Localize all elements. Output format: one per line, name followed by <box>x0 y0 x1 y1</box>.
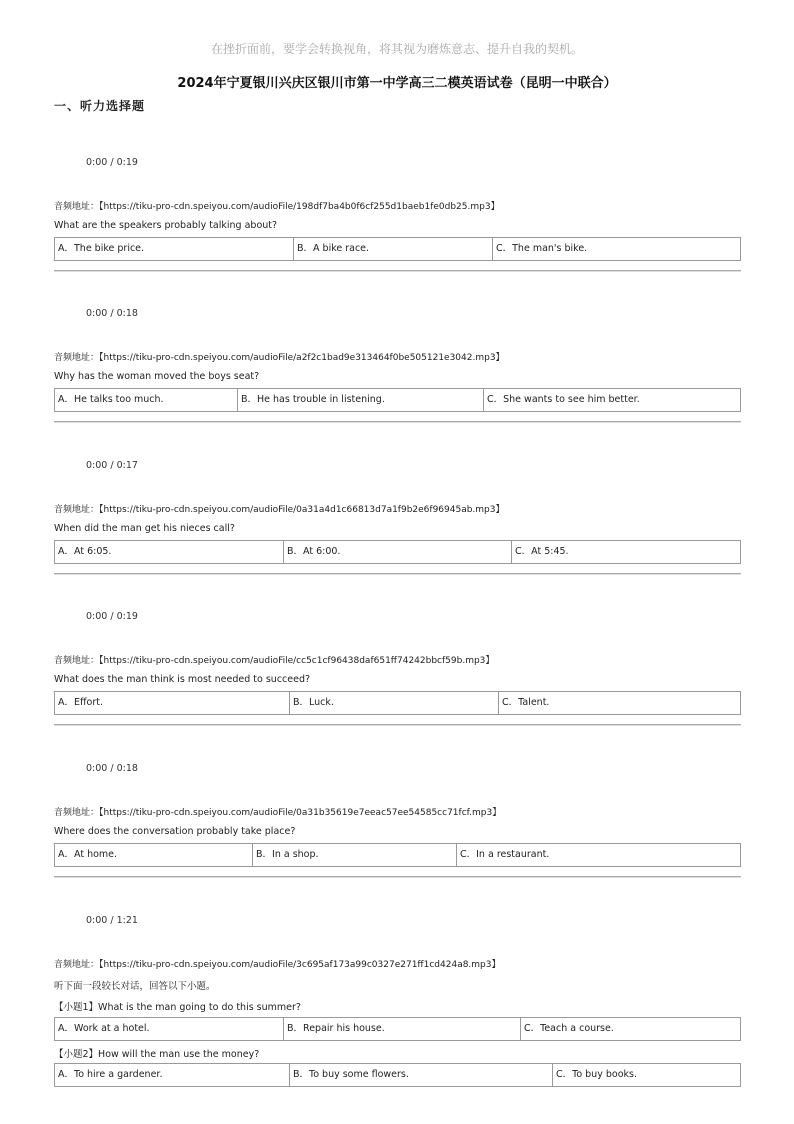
audio-address <box>54 502 505 515</box>
audio-address-label: 音频地址： <box>54 202 100 212</box>
audio-url-link[interactable]: 【https://tiku-pro-cdn.speiyou.com/audioFile/0a31a4d1c66813d7a1f9b2e6f96945ab.mp3】 <box>99 505 505 515</box>
options-row <box>54 691 741 715</box>
option-c[interactable]: C．To buy books. <box>556 1069 637 1080</box>
options-row <box>54 843 741 867</box>
audio-player-time[interactable]: 0:00 / 0:17 <box>86 460 138 471</box>
divider <box>54 876 741 877</box>
option-a[interactable]: A．Effort. <box>55 692 290 714</box>
option-a[interactable]: A．The bike price. <box>55 238 294 260</box>
option-a[interactable]: A．He talks too much. <box>55 389 238 411</box>
question-stem: Where does the conversation probably take place? <box>54 826 296 837</box>
audio-url-link[interactable]: 【https://tiku-pro-cdn.speiyou.com/audioFile/3c695af173a99c0327e271ff1cd424a8.mp3】 <box>99 960 501 970</box>
question-stem: When did the man get his nieces call? <box>54 523 235 534</box>
audio-address <box>54 957 501 970</box>
audio-url-link[interactable]: 【https://tiku-pro-cdn.speiyou.com/audioFile/0a31b35619e7eeac57ee54585cc71fcf.mp3】 <box>99 808 502 818</box>
audio-player-time[interactable]: 0:00 / 1:21 <box>86 915 138 926</box>
options-row <box>54 237 741 261</box>
dialogue-intro: 听下面一段较长对话，回答以下小题。 <box>54 981 216 992</box>
option-b[interactable]: B．To buy some flowers. <box>290 1064 553 1086</box>
audio-url-link[interactable]: 【https://tiku-pro-cdn.speiyou.com/audioFile/a2f2c1bad9e313464f0be505121e3042.mp3】 <box>99 353 505 363</box>
option-a[interactable]: A．Work at a hotel. <box>55 1018 284 1040</box>
options-row <box>54 388 741 412</box>
option-b[interactable]: B．In a shop. <box>253 844 457 866</box>
audio-address <box>54 805 501 818</box>
option-b[interactable]: B．Luck. <box>290 692 499 714</box>
options-row <box>54 1017 741 1041</box>
option-b[interactable]: B．Repair his house. <box>284 1018 521 1040</box>
subquestion-stem-1: 【小题1】What is the man going to do this summer? <box>54 1002 301 1013</box>
option-a[interactable]: A．At home. <box>55 844 253 866</box>
question-stem: What does the man think is most needed to succeed? <box>54 674 311 685</box>
audio-player-time[interactable]: 0:00 / 0:18 <box>86 763 138 774</box>
audio-address-label: 音频地址： <box>54 505 100 515</box>
question-stem: What are the speakers probably talking about? <box>54 220 278 231</box>
options-row <box>54 540 741 564</box>
subquestion-stem-2: 【小题2】How will the man use the money? <box>54 1049 260 1060</box>
option-a[interactable]: A．To hire a gardener. <box>55 1064 290 1086</box>
audio-address-label: 音频地址： <box>54 353 100 363</box>
audio-player-time[interactable]: 0:00 / 0:18 <box>86 308 138 319</box>
options-row <box>54 1063 741 1087</box>
audio-address-label: 音频地址： <box>54 656 100 666</box>
audio-url-link[interactable]: 【https://tiku-pro-cdn.speiyou.com/audioFile/198df7ba4b0f6cf255d1baeb1fe0db25.mp3】 <box>99 202 500 212</box>
option-c[interactable]: C．At 5:45. <box>515 546 569 557</box>
audio-player-time[interactable]: 0:00 / 0:19 <box>86 157 138 168</box>
option-c[interactable]: C．She wants to see him better. <box>487 394 640 405</box>
audio-url-link[interactable]: 【https://tiku-pro-cdn.speiyou.com/audioFile/cc5c1cf96438daf651ff74242bbcf59b.mp3】 <box>99 656 495 666</box>
page-title: 2024年宁夏银川兴庆区银川市第一中学高三二模英语试卷（昆明一中联合） <box>177 76 617 91</box>
option-b[interactable]: B．He has trouble in listening. <box>238 389 484 411</box>
option-a[interactable]: A．At 6:05. <box>55 541 284 563</box>
section-heading: 一、听力选择题 <box>54 99 146 113</box>
option-c[interactable]: C．The man's bike. <box>496 243 588 254</box>
motto-banner: 在挫折面前，要学会转换视角，将其视为磨炼意志、提升自我的契机。 <box>210 42 583 56</box>
divider <box>54 573 741 574</box>
option-b[interactable]: B．At 6:00. <box>284 541 512 563</box>
divider <box>54 421 741 422</box>
question-stem: Why has the woman moved the boys seat? <box>54 371 260 382</box>
audio-address <box>54 199 500 212</box>
option-c[interactable]: C．Teach a course. <box>524 1023 614 1034</box>
option-b[interactable]: B．A bike race. <box>294 238 493 260</box>
option-c[interactable]: C．Talent. <box>502 697 550 708</box>
divider <box>54 270 741 271</box>
divider <box>54 724 741 725</box>
audio-player-time[interactable]: 0:00 / 0:19 <box>86 611 138 622</box>
option-c[interactable]: C．In a restaurant. <box>460 849 550 860</box>
audio-address-label: 音频地址： <box>54 960 100 970</box>
audio-address <box>54 350 505 363</box>
audio-address <box>54 653 494 666</box>
audio-address-label: 音频地址： <box>54 808 100 818</box>
